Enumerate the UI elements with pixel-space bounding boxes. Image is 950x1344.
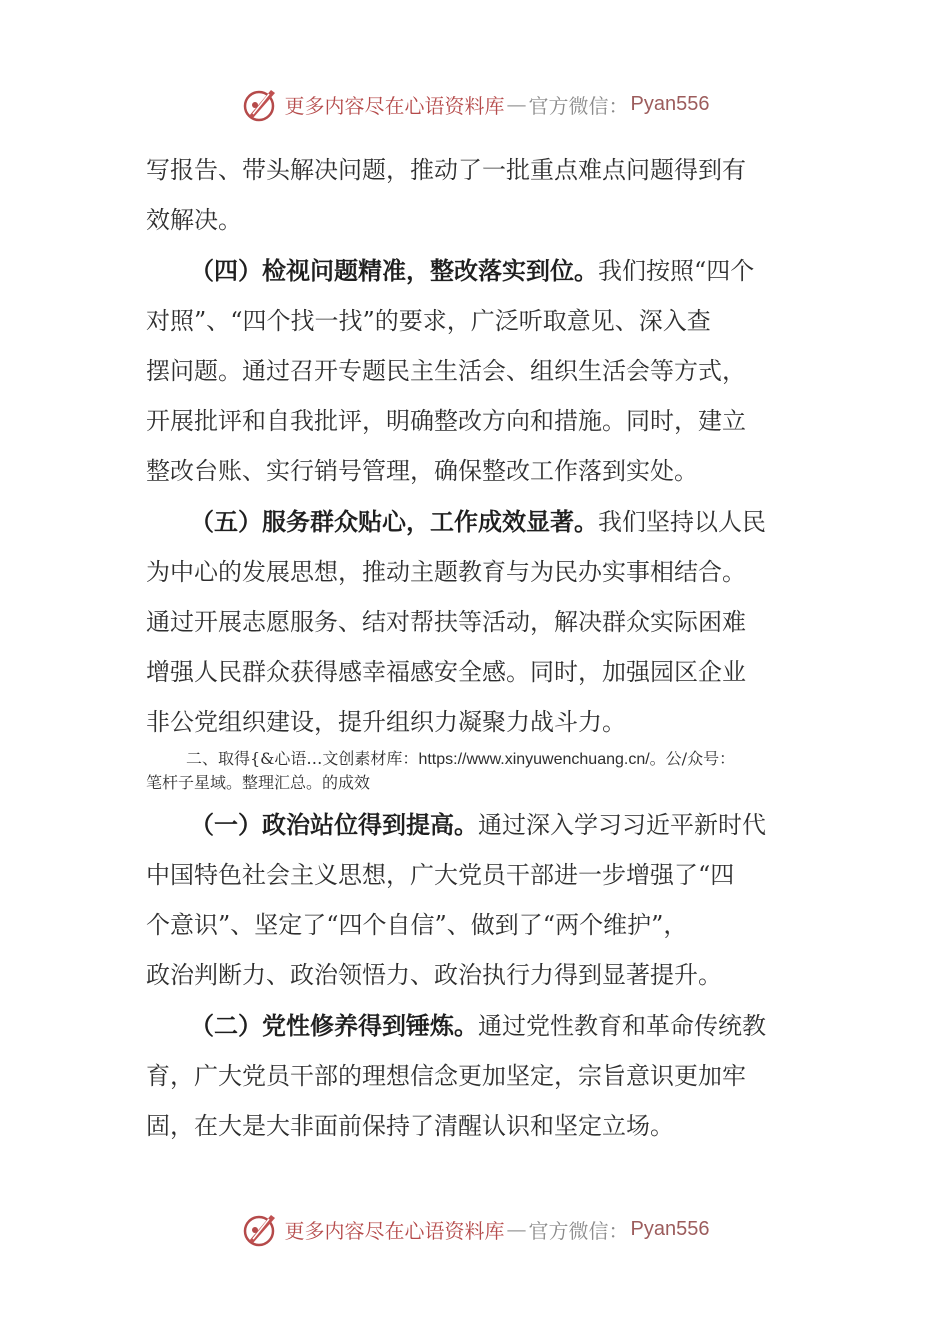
paragraph-heading: （四）检视问题精准，整改落实到位。 [190, 256, 598, 285]
quill-logo-icon [241, 84, 281, 124]
body-line: 育，广大党员干部的理想信念更加坚定，宗旨意识更加牢 [146, 1062, 746, 1090]
banner-wechat-id: Pyan556 [630, 1217, 710, 1240]
header-watermark-banner [0, 82, 950, 126]
body-line: 为中心的发展思想，推动主题教育与为民办实事相结合。 [146, 558, 746, 586]
section-heading-line [186, 748, 735, 771]
watermark-url-link[interactable]: https://www.xinyuwenchuang.cn/ [418, 751, 650, 768]
banner-wechat-id: Pyan556 [630, 92, 710, 115]
section-heading-text: 。公/众号： [649, 749, 736, 768]
paragraph-first-line [190, 507, 766, 537]
body-line: 固，在大是大非面前保持了清醒认识和坚定立场。 [146, 1112, 674, 1140]
paragraph-first-line [190, 1011, 766, 1041]
body-line: 通过开展志愿服务、结对帮扶等活动，解决群众实际困难 [146, 608, 746, 636]
banner-sub-text: 官方微信： [528, 93, 629, 118]
body-text: 通过深入学习习近平新时代 [478, 811, 766, 839]
footer-watermark-banner [0, 1207, 950, 1251]
body-line: 写报告、带头解决问题，推动了一批重点难点问题得到有 [146, 156, 746, 184]
body-line: 个意识”、坚定了“四个自信”、做到了“两个维护”， [146, 911, 688, 939]
paragraph-heading: （二）党性修养得到锤炼。 [190, 1011, 478, 1040]
paragraph-heading: （一）政治站位得到提高。 [190, 810, 478, 839]
body-text: 我们坚持以人民 [598, 508, 766, 536]
paragraph-heading: （五）服务群众贴心，工作成效显著。 [190, 507, 598, 536]
body-line: 非公党组织建设，提升组织力凝聚力战斗力。 [146, 708, 626, 736]
body-line: 政治判断力、政治领悟力、政治执行力得到显著提升。 [146, 961, 722, 989]
banner-main-text: 更多内容尽在心语资料库 [284, 93, 505, 118]
section-heading-line: 笔杆子星域。整理汇总。的成效 [146, 773, 371, 792]
body-line: 增强人民群众获得感幸福感安全感。同时，加强园区企业 [146, 658, 746, 686]
banner-sub-text: 官方微信： [528, 1218, 629, 1243]
section-heading-text: 二、取得{&心语…文创素材库： [186, 749, 419, 768]
body-line: 效解决。 [146, 206, 242, 234]
paragraph-first-line [190, 256, 754, 286]
body-text: 通过党性教育和革命传统教 [478, 1012, 766, 1040]
banner-main-text: 更多内容尽在心语资料库 [284, 1218, 505, 1243]
banner-dash: — [506, 92, 527, 116]
body-line: 摆问题。通过召开专题民主生活会、组织生活会等方式， [146, 357, 746, 385]
body-line: 对照”、“四个找一找”的要求，广泛听取意见、深入查 [146, 307, 711, 335]
banner-dash: — [506, 1217, 527, 1241]
paragraph-first-line [190, 810, 766, 840]
quill-logo-icon [241, 1209, 281, 1249]
body-text: 我们按照“四个 [598, 257, 755, 285]
body-line: 整改台账、实行销号管理，确保整改工作落到实处。 [146, 457, 698, 485]
body-line: 开展批评和自我批评，明确整改方向和措施。同时，建立 [146, 407, 746, 435]
body-line: 中国特色社会主义思想，广大党员干部进一步增强了“四 [146, 861, 735, 889]
